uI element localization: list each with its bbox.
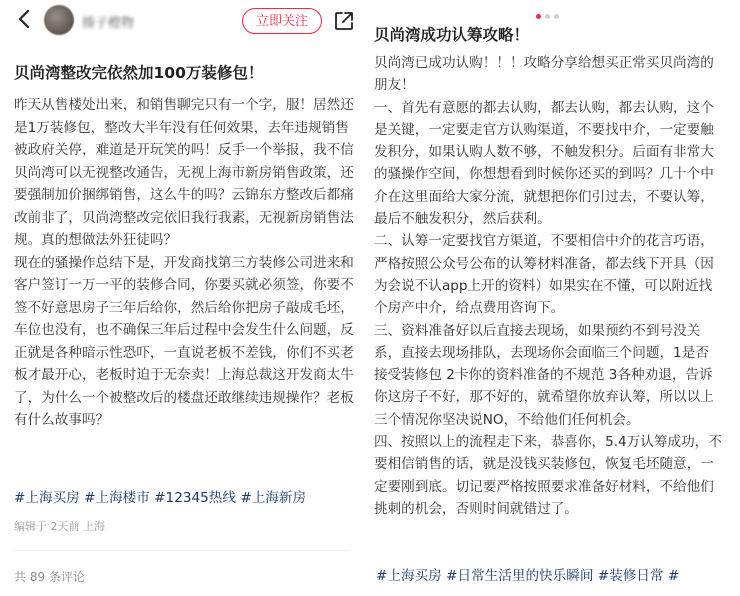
- avatar[interactable]: [44, 5, 74, 35]
- post-title: 贝尚湾整改完依然加100万装修包！: [14, 64, 264, 82]
- post-title: 贝尚湾成功认筹攻略！: [374, 26, 530, 44]
- right-post-panel: [364, 0, 740, 596]
- post-body: [374, 52, 722, 520]
- post-header: [0, 0, 364, 44]
- post-paragraph: 四、按照以上的流程走下来，恭喜你，5.4万认筹成功，不要相信销售的话，就是没钱买装修包，恢复毛坯随意，一定要刚到底。切记要严格按照要求准备好材料，不给他们挑刺的机会，否则时间就错过了。: [374, 434, 722, 517]
- post-paragraph: 一、首先有意愿的都去认购，都去认购，都去认购，这个是关键，一定要走官方认购渠道，不要找中介，一定要触发积分，如果认购人数不够，不触发积分。后面有非常大的骚操作空间，你想想看到时候你还买的到吗？几十个中介在这里面给大家分流，就想把你们引过去，不要认筹，最后不触发积分，然后获利。: [374, 99, 714, 228]
- pager-dot: [545, 14, 550, 19]
- post-meta: 编辑于 2天前 上海: [14, 520, 105, 533]
- author-name[interactable]: 揍子橙物: [82, 16, 135, 31]
- comment-count: 共 89 条评论: [14, 570, 85, 584]
- divider: [14, 550, 350, 551]
- pager-dot: [554, 14, 559, 19]
- post-paragraph: 现在的骚操作总结下是，开发商找第三方装修公司进来和客户签订一万一平的装修合同，你要买就必须签，你要不签不好意思房子三年后给你，然后给你把房子敲成毛坯，车位也没有，也不确保三年后过程中会发生什么问题，反正就是各种暗示性恐吓，一直说老板不差钱，你们不买老板才最开心，老板时迫于无奈卖！上海总裁这开发商太牛了，为什么一个被整改后的楼盘还敢继续违规操作？老板有什么故事吗？: [14, 254, 354, 428]
- post-paragraph: 贝尚湾已成功认购！！！攻略分享给想买正常买贝尚湾的朋友！: [374, 55, 714, 94]
- image-pager-dots: [536, 4, 563, 10]
- left-post-panel: [0, 0, 365, 596]
- chevron-left-icon[interactable]: [14, 8, 36, 30]
- post-paragraph: 三、资料准备好以后直接去现场，如果预约不到号没关系，直接去现场排队，去现场你会面临三个问题，1是否接受装修包 2卡你的资料准备的不规范 3各种劝退，告诉你这房子不好，那不好的，就希望你放弃认筹，所以以上三个情况你坚决说NO，不给他们任何机会。: [374, 322, 714, 428]
- post-paragraph: 二、认筹一定要找官方渠道，不要相信中介的花言巧语，严格按照公众号公布的认筹材料准备，都去线下开具（因为会说不认app上开的资料）如果实在不懂，可以附近找个房产中介，给点费用咨询下。: [374, 233, 714, 317]
- pager-dot-active: [536, 14, 541, 19]
- post-body: [14, 94, 354, 432]
- post-paragraph: 昨天从售楼处出来，和销售聊完只有一个字，服！居然还是1万装修包，整改大半年没有任何效果，去年违规销售被政府关停，难道是开玩笑的吗！反手一个举报，我不信贝尚湾可以无视整改通告，无视上海市新房销售政策，还要强制加价捆绑销售，这么牛的吗？云锦东方整改后都痛改前非了，贝尚湾整改完依旧我行我素，无视新房销售法规。真的想做法外狂徒吗？: [14, 97, 354, 248]
- follow-button[interactable]: 立即关注: [242, 8, 322, 34]
- share-icon[interactable]: [333, 10, 355, 32]
- post-tags[interactable]: #上海买房 #上海楼市 #12345热线 #上海新房: [14, 490, 307, 506]
- post-tags[interactable]: #上海买房 #日常生活里的快乐瞬间 #装修日常 #: [376, 568, 680, 584]
